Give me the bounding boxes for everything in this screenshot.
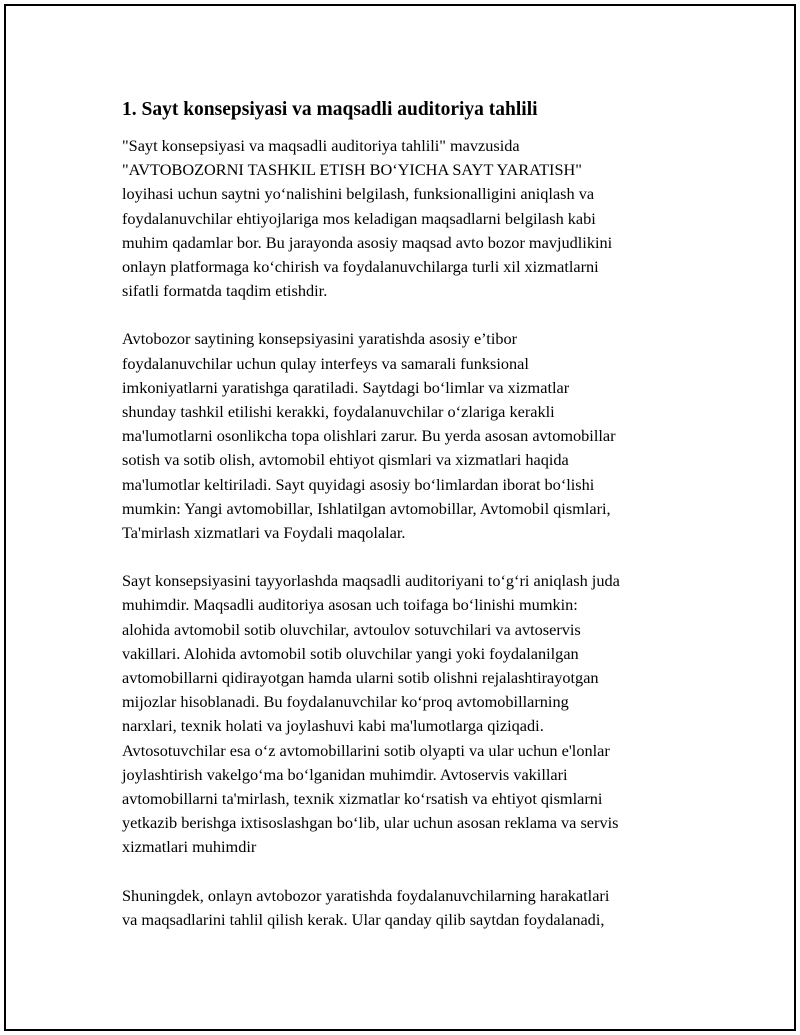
paragraph-2 — [122, 327, 692, 545]
text-line: Avtosotuvchilar esa o‘z avtomobillarini sotib olyapti va ular uchun e'lonlar — [122, 740, 610, 760]
text-line: Avtobozor saytining konsepsiyasini yaratishda asosiy e’tibor — [122, 329, 518, 349]
text-line: mumkin: Yangi avtomobillar, Ishlatilgan avtomobillar, Avtomobil qismlari, — [122, 498, 611, 518]
text-line: shunday tashkil etilishi kerakki, foydalanuvchilar o‘zlariga kerakli — [122, 402, 555, 422]
section-heading: 1. Sayt konsepsiyasi va maqsadli auditoriya tahlili — [122, 99, 538, 120]
text-line: Sayt konsepsiyasini tayyorlashda maqsadli auditoriyani to‘g‘ri aniqlash juda — [122, 571, 620, 591]
text-line: onlayn platformaga ko‘chirish va foydalanuvchilarga turli xil xizmatlarni — [122, 257, 599, 277]
text-line: "AVTOBOZORNI TASHKIL ETISH BO‘YICHA SAYT YARATISH" — [122, 160, 582, 180]
text-line: imkoniyatlarni yaratishga qaratiladi. Saytdagi bo‘limlar va xizmatlar — [122, 377, 570, 397]
page-frame — [4, 4, 796, 1031]
text-line: foydalanuvchilar ehtiyojlariga mos keladigan maqsadlarni belgilash kabi — [122, 208, 596, 228]
text-line: Ta'mirlash xizmatlari va Foydali maqolalar. — [122, 523, 406, 543]
text-line: loyihasi uchun saytni yo‘nalishini belgilash, funksionalligini aniqlash va — [122, 184, 595, 204]
text-line: ma'lumotlar keltiriladi. Sayt quyidagi asosiy bo‘limlardan iborat bo‘lishi — [122, 474, 595, 494]
text-line: avtomobillarni qidirayotgan hamda ularni sotib olishni rejalashtirayotgan — [122, 668, 599, 688]
text-line: narxlari, texnik holati va joylashuvi kabi ma'lumotlarga qiziqadi. — [122, 716, 544, 736]
paragraph-3 — [122, 569, 692, 859]
text-line: Shuningdek, onlayn avtobozor yaratishda foydalanuvchilarning harakatlari — [122, 885, 610, 905]
document-body — [122, 96, 692, 956]
text-line: sotish va sotib olish, avtomobil ehtiyot qismlari va xizmatlari haqida — [122, 450, 569, 470]
text-line: muhimdir. Maqsadli auditoriya asosan uch toifaga bo‘linishi mumkin: — [122, 595, 578, 615]
text-line: foydalanuvchilar uchun qulay interfeys va samarali funksional — [122, 353, 529, 373]
text-line: mijozlar hisoblanadi. Bu foydalanuvchilar ko‘proq avtomobillarning — [122, 692, 569, 712]
text-line: vakillari. Alohida avtomobil sotib oluvchilar yangi yoki foydalanilgan — [122, 643, 579, 663]
text-line: muhim qadamlar bor. Bu jarayonda asosiy maqsad avto bozor mavjudlikini — [122, 232, 613, 252]
paragraph-4 — [122, 884, 692, 932]
text-line: xizmatlari muhimdir — [122, 837, 257, 857]
text-line: alohida avtomobil sotib oluvchilar, avtoulov sotuvchilari va avtoservis — [122, 619, 581, 639]
text-line: avtomobillarni ta'mirlash, texnik xizmatlar ko‘rsatish va ehtiyot qismlarni — [122, 789, 603, 809]
paragraph-1 — [122, 134, 692, 303]
text-line: va maqsadlarini tahlil qilish kerak. Ular qanday qilib saytdan foydalanadi, — [122, 909, 605, 929]
text-line: joylashtirish vakelgo‘ma bo‘lganidan muhimdir. Avtoservis vakillari — [122, 764, 568, 784]
text-line: "Sayt konsepsiyasi va maqsadli auditoriya tahlili" mavzusida — [122, 136, 520, 155]
text-line: ma'lumotlarni osonlikcha topa olishlari zarur. Bu yerda asosan avtomobillar — [122, 426, 616, 446]
text-line: sifatli formatda taqdim etishdir. — [122, 281, 328, 301]
text-line: yetkazib berishga ixtisoslashgan bo‘lib, ular uchun asosan reklama va servis — [122, 813, 619, 833]
